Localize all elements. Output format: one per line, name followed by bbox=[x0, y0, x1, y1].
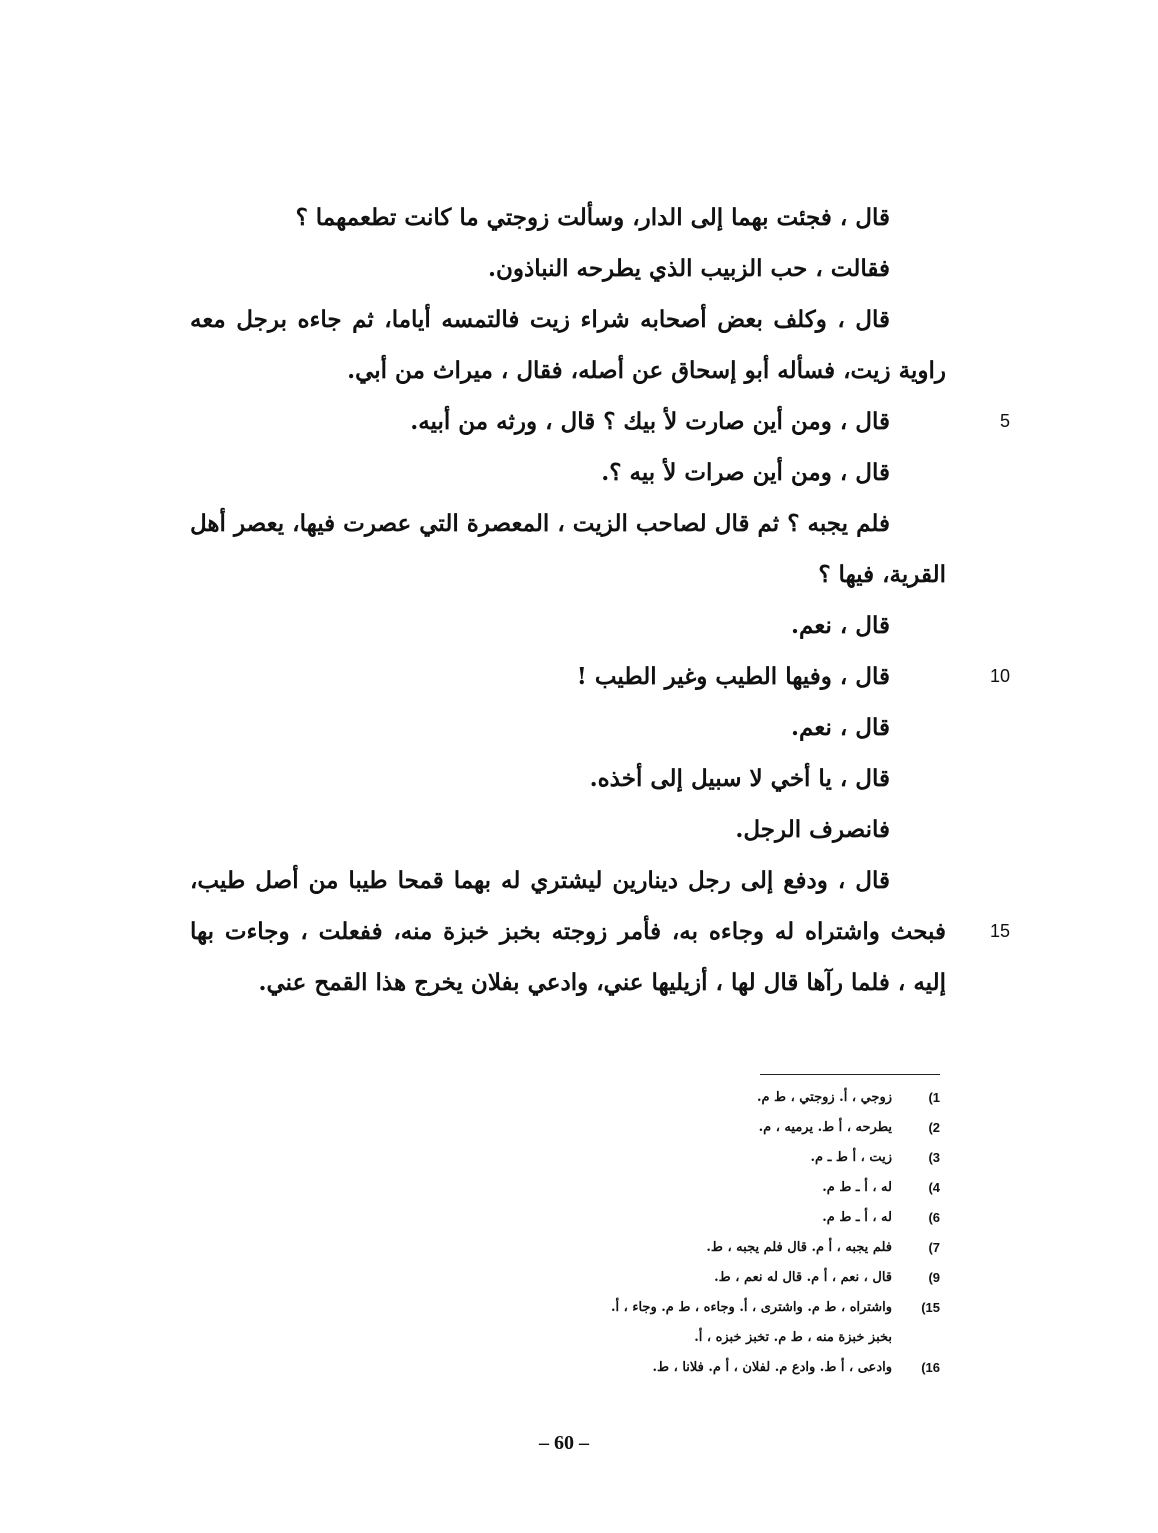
footnote-item bbox=[560, 1353, 940, 1383]
text-line: قال ، ومن أين صارت لأ بيك ؟ قال ، ورثه من أبيه. bbox=[410, 408, 890, 435]
footnote-number: (15 bbox=[921, 1300, 940, 1315]
text-line: قال ، وكلف بعض أصحابه شراء زيت فالتمسه أياما، ثم جاءه برجل معه bbox=[190, 306, 890, 333]
text-line: قال ، نعم. bbox=[791, 714, 890, 741]
text-line: فبحث واشتراه له وجاءه به، فأمر زوجته بخبز خبزة منه، ففعلت ، وجاءت بها bbox=[190, 918, 946, 945]
text-line: فلم يجبه ؟ ثم قال لصاحب الزيت ، المعصرة التي عصرت فيها، يعصر أهل bbox=[190, 510, 890, 537]
footnote-item bbox=[560, 1263, 940, 1293]
footnote-item bbox=[560, 1083, 940, 1113]
footnote-item bbox=[560, 1323, 940, 1353]
footnote-number: (4 bbox=[928, 1180, 940, 1195]
line-number: 15 bbox=[989, 921, 1010, 941]
footnote-item bbox=[560, 1143, 940, 1173]
text-line: القرية، فيها ؟ bbox=[818, 561, 946, 588]
footnote-item bbox=[560, 1203, 940, 1233]
footnote-text: بخبز خبزة منه ، ط م. تخبز خبزه ، أ. bbox=[694, 1330, 892, 1345]
footnote-text: له ، أ ـ ط م. bbox=[822, 1180, 892, 1195]
footnote-item bbox=[560, 1293, 940, 1323]
text-line: قال ، ومن أين صرات لأ بيه ؟. bbox=[601, 459, 890, 486]
footnote-text: وادعى ، أ ط. وادع م. لفلان ، أ م. فلانا ، ط. bbox=[652, 1360, 892, 1375]
text-line: إليه ، فلما رآها قال لها ، أزيليها عني، وادعي بفلان يخرج هذا القمح عني. bbox=[258, 969, 946, 996]
text-line: فانصرف الرجل. bbox=[735, 816, 890, 843]
footnote-text: زيت ، أ ط ـ م. bbox=[810, 1150, 892, 1165]
line-number: 10 bbox=[989, 666, 1010, 686]
text-line: قال ، وفيها الطيب وغير الطيب ! bbox=[576, 663, 890, 690]
page-number: – 60 – bbox=[539, 1432, 589, 1454]
footnote-number: (7 bbox=[928, 1240, 940, 1255]
footnote-number: (3 bbox=[928, 1150, 940, 1165]
text-line: راوية زيت، فسأله أبو إسحاق عن أصله، فقال ، ميراث من أبي. bbox=[347, 357, 946, 384]
text-line: قال ، نعم. bbox=[791, 612, 890, 639]
footnote-number: (6 bbox=[928, 1210, 940, 1225]
line-number: 5 bbox=[999, 411, 1010, 431]
footnote-text: واشتراه ، ط م. واشترى ، أ. وجاءه ، ط م. وجاء ، أ. bbox=[610, 1300, 892, 1315]
footnote-text: زوجي ، أ. زوجتي ، ط م. bbox=[756, 1090, 892, 1105]
footnote-number: (1 bbox=[928, 1090, 940, 1105]
footnote-number: (9 bbox=[928, 1270, 940, 1285]
footnote-item bbox=[560, 1113, 940, 1143]
footnote-text: يطرحه ، أ ط. يرميه ، م. bbox=[758, 1120, 892, 1135]
footnotes-block bbox=[560, 1083, 940, 1383]
text-line: فقالت ، حب الزبيب الذي يطرحه النباذون. bbox=[487, 255, 890, 282]
footnote-text: قال ، نعم ، أ م. قال له نعم ، ط. bbox=[714, 1270, 892, 1285]
main-text-block bbox=[190, 192, 946, 1008]
footnote-text: فلم يجبه ، أ م. قال فلم يجبه ، ط. bbox=[706, 1240, 892, 1255]
footnote-number: (16 bbox=[921, 1360, 940, 1375]
text-line: قال ، فجئت بهما إلى الدار، وسألت زوجتي ما كانت تطعمهما ؟ bbox=[295, 204, 890, 231]
footnote-divider bbox=[760, 1074, 940, 1075]
footnote-text: له ، أ ـ ط م. bbox=[822, 1210, 892, 1225]
text-line: قال ، يا أخي لا سبيل إلى أخذه. bbox=[589, 765, 890, 792]
footnote-item bbox=[560, 1173, 940, 1203]
footnote-item bbox=[560, 1233, 940, 1263]
text-line: قال ، ودفع إلى رجل دينارين ليشتري له بهما قمحا طيبا من أصل طيب، bbox=[190, 867, 890, 894]
footnote-number: (2 bbox=[928, 1120, 940, 1135]
